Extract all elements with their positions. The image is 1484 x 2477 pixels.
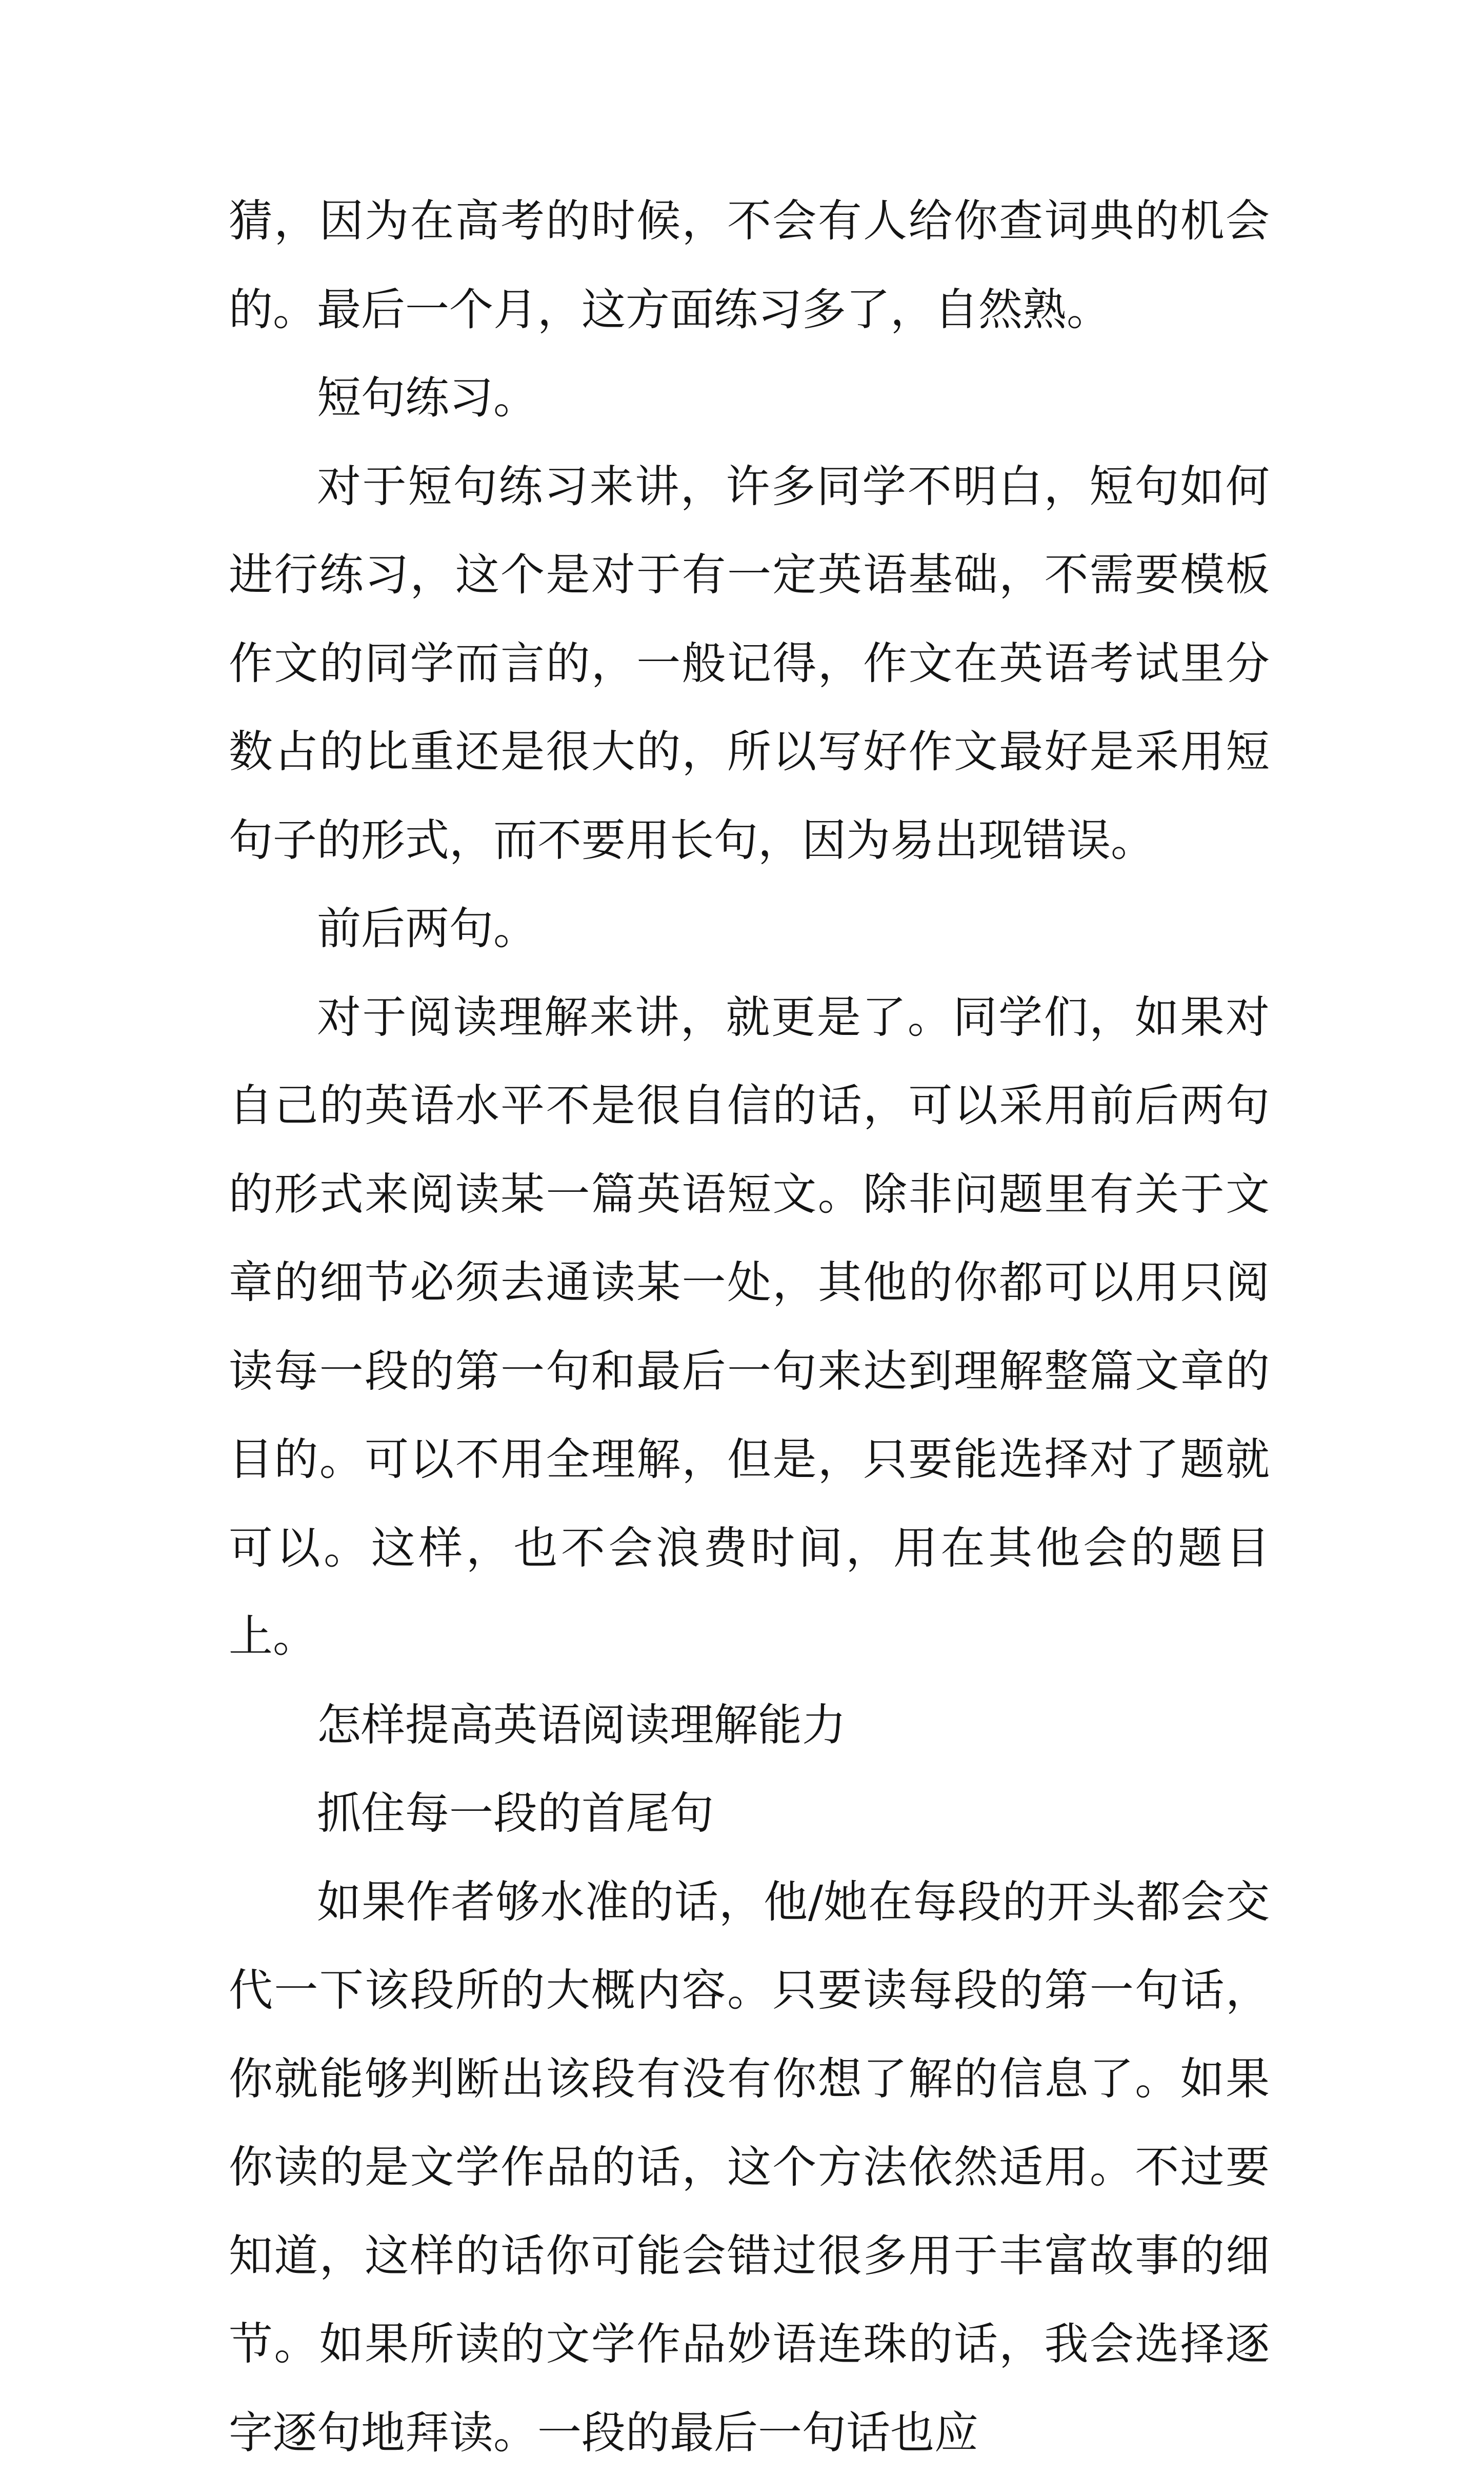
- paragraph-reading-comprehension: 对于阅读理解来讲，就更是了。同学们，如果对自己的英语水平不是很自信的话，可以采用前后两句的形式来阅读某一篇英语短文。除非问题里有关于文章的细节必须去通读某一处，其他的你都可以用只阅读每一段的第一句和最后一句来达到理解整篇文章的目的。可以不用全理解，但是，只要能选择对了题就可以。这样，也不会浪费时间，用在其他会的题目上。: [229, 973, 1270, 1681]
- paragraph-author-standard: 如果作者够水准的话，他/她在每段的开头都会交代一下该段所的大概内容。只要读每段的第一句话，你就能够判断出该段有没有你想了解的信息了。如果你读的是文学作品的话，这个方法依然适用。不过要知道，这样的话你可能会错过很多用于丰富故事的细节。如果所读的文学作品妙语连珠的话，我会选择逐字逐句地拜读。一段的最后一句话也应: [229, 1858, 1270, 2477]
- section-heading-improve-reading: 怎样提高英语阅读理解能力: [229, 1681, 1270, 1770]
- paragraph-continuation: 猜，因为在高考的时候，不会有人给你查词典的机会的。最后一个月，这方面练习多了，自然熟。: [229, 177, 1270, 354]
- paragraph-short-sentence-practice: 对于短句练习来讲，许多同学不明白，短句如何进行练习，这个是对于有一定英语基础，不需要模板作文的同学而言的，一般记得，作文在英语考试里分数占的比重还是很大的，所以写好作文最好是采用短句子的形式，而不要用长句，因为易出现错误。: [229, 443, 1270, 885]
- section-heading-first-last-of-paragraph: 抓住每一段的首尾句: [229, 1769, 1270, 1858]
- document-body: [229, 177, 1270, 2477]
- section-heading-short-sentence-practice: 短句练习。: [229, 354, 1270, 443]
- section-heading-first-last-sentences: 前后两句。: [229, 885, 1270, 973]
